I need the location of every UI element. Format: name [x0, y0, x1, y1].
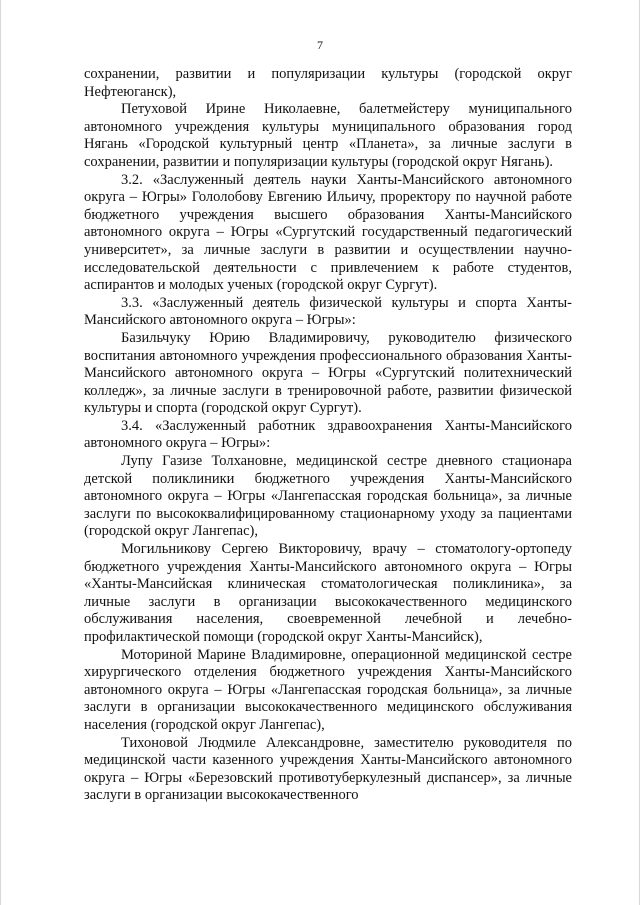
paragraph-section-3-2: 3.2. «Заслуженный деятель науки Ханты-Мансийского автономного округа – Югры» Гололобову Евгению Ильичу, проректору по научной работе бюджетного учреждения высшего образования Ханты-Мансийского автономного округа – Югры «Сургутский государственный педагогический университет», за личные заслуги в развитии и осуществлении научно-исследовательской деятельности с привлечением к работе студентов, аспирантов и молодых ученых (городской округ Сургут). — [84, 171, 572, 294]
paragraph-section-3-4: 3.4. «Заслуженный работник здравоохранения Ханты-Мансийского автономного округа – Югры»: — [84, 417, 572, 452]
paragraph-bazilchuk: Базильчуку Юрию Владимировичу, руководителю физического воспитания автономного учреждения профессионального образования Ханты-Мансийского автономного округа – Югры «Сургутский политехнический колледж», за личные заслуги в тренировочной работе, развитии физической культуры и спорта (городской округ Сургут). — [84, 329, 572, 417]
paragraph-section-3-3: 3.3. «Заслуженный деятель физической культуры и спорта Ханты-Мансийского автономного округа – Югры»: — [84, 294, 572, 329]
paragraph-continuation: сохранении, развитии и популяризации культуры (городской округ Нефтеюганск), — [84, 66, 572, 100]
paragraph-motorina: Моториной Марине Владимировне, операционной медицинской сестре хирургического отделения бюджетного учреждения Ханты-Мансийского автономного округа – Югры «Лангепасская городская больница», за личные заслуги в организации высококачественного медицинского обслуживания населения (городской округ Лангепас), — [84, 646, 572, 733]
paragraph-petukhova: Петуховой Ирине Николаевне, балетмейстеру муниципального автономного учреждения культуры муниципального образования город Нягань «Городской культурный центр «Планета», за личные заслуги в сохранении, развитии и популяризации культуры (городской округ Нягань). — [84, 101, 572, 170]
paragraph-lupu: Лупу Газизе Толхановне, медицинской сестре дневного стационара детской поликлиники бюджетного учреждения Ханты-Мансийского автономного округа – Югры «Лангепасская городская больница», за личные заслуги по высококвалифицированному стационарному уходу за пациентами (городской округ Лангепас), — [84, 453, 572, 540]
paragraph-tikhonova: Тихоновой Людмиле Александровне, заместителю руководителя по медицинской части казенного учреждения Ханты-Мансийского автономного округа – Югры «Березовский противотуберкулезный диспансер», за личные заслуги в организации высококачественного — [84, 734, 572, 804]
left-scan-edge — [0, 0, 1, 905]
page-number: 7 — [317, 38, 323, 52]
document-body — [84, 66, 572, 805]
paragraph-mogilnikov: Могильникову Сергею Викторовичу, врачу – стоматологу-ортопеду бюджетного учреждения Ханты-Мансийского автономного округа – Югры «Ханты-Мансийская клиническая стоматологическая поликлиника», за личные заслуги в организации высококачественного медицинского обслуживания населения, своевременной лечебной и лечебно-профилактической помощи (городской округ Ханты-Мансийск), — [84, 541, 572, 645]
